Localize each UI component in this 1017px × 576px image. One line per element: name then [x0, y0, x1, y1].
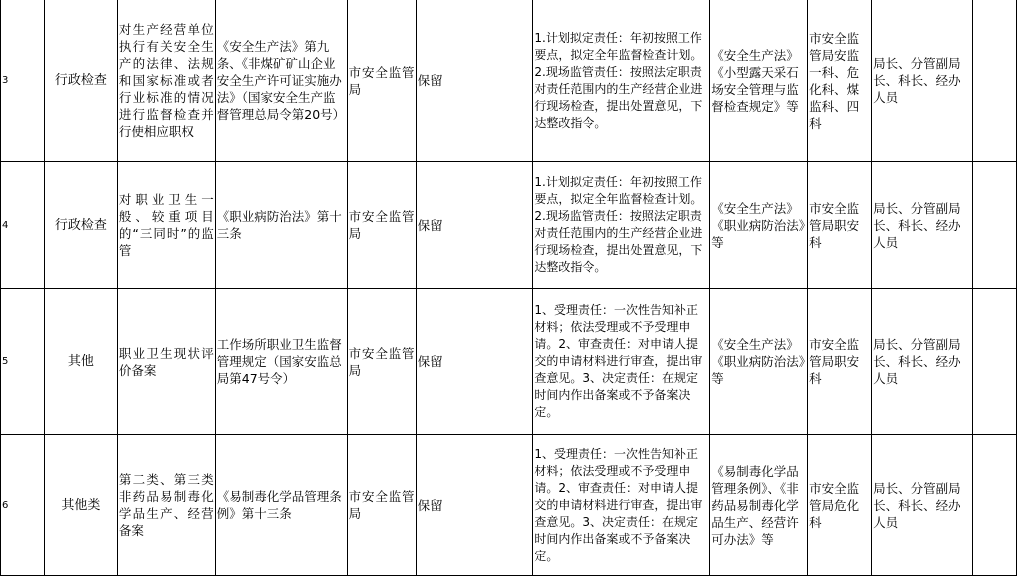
row-number: 6 — [1, 435, 45, 576]
responsibility-items: 1、受理责任：一次性告知补正材料；依法受理或不予受理申请。2、审查责任：对申请人提交的申请材料进行审查，提出审查意见。3、决定责任：在规定时间内作出备案或不予备案决定。 — [533, 435, 710, 576]
responsibility-items: 1.计划拟定责任：年初按照工作要点，拟定全年监督检查计划。2.现场监管责任：按照法定职责对责任范围内的生产经营企业进行现场检查，提出处置意见，下达整改指令。 — [533, 162, 710, 289]
table-row — [1, 289, 1017, 435]
power-content: 职业卫生现状评价备案 — [117, 289, 215, 435]
responsible-person: 局长、分管副局长、科长、经办人员 — [872, 435, 973, 576]
adjustment-status: 保留 — [416, 435, 533, 576]
table-row — [1, 0, 1017, 162]
power-type: 行政检查 — [44, 0, 117, 162]
implementing-dept: 市安全监管局 — [347, 435, 416, 576]
implementing-dept: 市安全监管局 — [347, 0, 416, 162]
row-number: 3 — [1, 0, 45, 162]
adjustment-status: 保留 — [416, 289, 533, 435]
power-type: 其他 — [44, 289, 117, 435]
table-row — [1, 435, 1017, 576]
power-content: 第二类、第三类非药品易制毒化学品生产、经营备案 — [117, 435, 215, 576]
responsibility-basis: 《安全生产法》《职业病防治法》等 — [710, 162, 808, 289]
table-row — [1, 162, 1017, 289]
implementing-dept: 市安全监管局 — [347, 289, 416, 435]
remarks-cell — [972, 289, 1016, 435]
responsibility-basis: 《易制毒化学品管理条例》、《非药品易制毒化学品生产、经营许可办法》等 — [710, 435, 808, 576]
legal-basis: 工作场所职业卫生监督管理规定（国家安监总局第47号令） — [215, 289, 347, 435]
row-number: 5 — [1, 289, 45, 435]
responsibility-items: 1、受理责任：一次性告知补正材料；依法受理或不予受理申请。2、审查责任：对申请人提交的申请材料进行审查，提出审查意见。3、决定责任：在规定时间内作出备案或不予备案决定。 — [533, 289, 710, 435]
responsible-person: 局长、分管副局长、科长、经办人员 — [872, 162, 973, 289]
responsible-unit: 市安全监管局职安科 — [808, 289, 872, 435]
responsibility-items: 1.计划拟定责任：年初按照工作要点，拟定全年监督检查计划。2.现场监管责任：按照法定职责对责任范围内的生产经营企业进行现场检查，提出处置意见，下达整改指令。 — [533, 0, 710, 162]
responsibility-basis: 《安全生产法》《职业病防治法》等 — [710, 289, 808, 435]
adjustment-status: 保留 — [416, 0, 533, 162]
responsibility-basis: 《安全生产法》《小型露天采石场安全管理与监督检查规定》等 — [710, 0, 808, 162]
adjustment-status: 保留 — [416, 162, 533, 289]
legal-basis: 《易制毒化学品管理条例》第十三条 — [215, 435, 347, 576]
legal-basis: 《安全生产法》第九条、《非煤矿矿山企业安全生产许可证实施办法》（国家安全生产监督管理总局令第20号） — [215, 0, 347, 162]
power-content: 对生产经营单位执行有关安全生产的法律、法规和国家标准或者行业标准的情况进行监督检查并行使相应职权 — [117, 0, 215, 162]
row-number: 4 — [1, 162, 45, 289]
responsible-unit: 市安全监管局危化科 — [808, 435, 872, 576]
power-type: 行政检查 — [44, 162, 117, 289]
remarks-cell — [972, 162, 1016, 289]
power-content: 对职业卫生一般、较重项目的“三同时”的监管 — [117, 162, 215, 289]
legal-basis: 《职业病防治法》第十三条 — [215, 162, 347, 289]
remarks-cell — [972, 435, 1016, 576]
responsible-unit: 市安全监管局安监一科、危化科、煤监科、四科 — [808, 0, 872, 162]
responsible-unit: 市安全监管局职安科 — [808, 162, 872, 289]
responsible-person: 局长、分管副局长、科长、经办人员 — [872, 0, 973, 162]
implementing-dept: 市安全监管局 — [347, 162, 416, 289]
power-type: 其他类 — [44, 435, 117, 576]
responsible-person: 局长、分管副局长、科长、经办人员 — [872, 289, 973, 435]
remarks-cell — [972, 0, 1016, 162]
